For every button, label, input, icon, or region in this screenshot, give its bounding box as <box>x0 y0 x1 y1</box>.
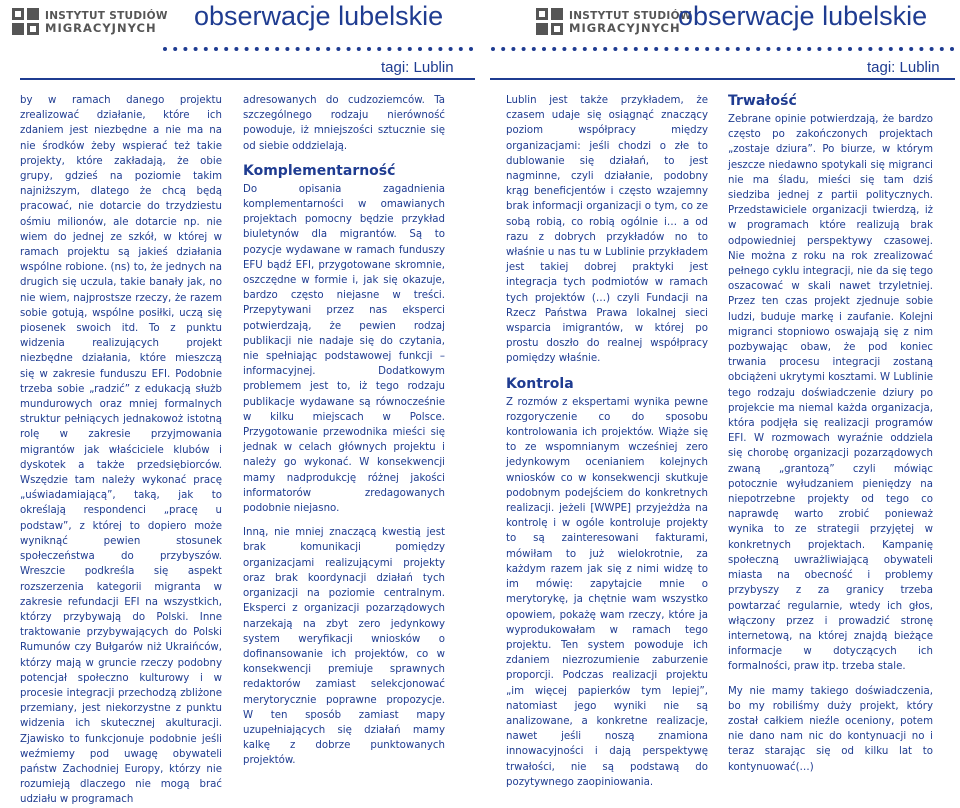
divider-dot <box>245 47 249 51</box>
paragraph: Do opisania zagadnienia komplementarności w omawianych projektach pomocny będzie przykład biuletynów dla migrantów. Są to pozycje wydawane w ramach funduszy EFU bądź EFI, przygotowane skromnie, oszczędne w formie i, jak się okazuje, bardzo często niejasne w treści. Przepytywani przez nas eksperci potwierdzają, że pewien rodzaj publikacji nie nadaje się do czytania, nie spełniając podstawowej funkcji – informacyjnej. Dodatkowym problemem jest to, iż tego rodzaju publikacje wydawane są równocześnie w kilku miejscach w Polsce. Przygotowanie przewodnika mieści się jednak w celach głównych projektu i należy go wykonać. W konsekwencji mamy nadprodukcję różnej jakości informatorów zredagowanych podobnie niejasno. <box>243 183 445 515</box>
divider-dot <box>705 47 709 51</box>
divider-dot <box>265 47 269 51</box>
tags-label: tagi: Lublin <box>867 59 940 76</box>
divider-dot <box>930 47 934 51</box>
tags-label: tagi: Lublin <box>381 59 454 76</box>
divider-dot <box>828 47 832 51</box>
divider-dot <box>726 47 730 51</box>
divider-dot <box>306 47 310 51</box>
right-page-column-2 <box>728 93 933 775</box>
divider-dot <box>889 47 893 51</box>
divider-dot <box>285 47 289 51</box>
divider-dot <box>296 47 300 51</box>
paragraph: Inną, nie mniej znaczącą kwestią jest brak komunikacji pomiędzy organizacjami realizującymi projekty oraz brak koordynacji działań tych organizacji na poziomie centralnym. Eksperci z organizacji pozarządowych narzekają na zbyt zero jedynkowy system weryfikacji wniosków o dofinansowanie ich projektów, co w konsekwencji premiuje sprawnych redaktorów zamiast selekcjonować merytorycznie poprawne propozycje. W ten sposób zamiast mapy uzupełniających się działań mamy kalkę z dobrze punktowanych projektów. <box>243 527 445 767</box>
left-page-column-1 <box>20 93 222 808</box>
divider-dot <box>214 47 218 51</box>
divider-dot <box>194 47 198 51</box>
divider-dot <box>542 47 546 51</box>
divider-dot <box>459 47 463 51</box>
left-page-column-2 <box>243 93 445 769</box>
divider-dot <box>573 47 577 51</box>
masthead-title: obserwacje lubelskie <box>678 1 928 31</box>
divider-dot <box>715 47 719 51</box>
divider-dot <box>838 47 842 51</box>
divider-dot <box>532 47 536 51</box>
divider-dot <box>624 47 628 51</box>
logo-mark-icon <box>12 8 39 35</box>
divider-dot <box>377 47 381 51</box>
logo-line2: MIGRACYJNYCH <box>569 20 681 35</box>
divider-dot <box>746 47 750 51</box>
divider-dot <box>357 47 361 51</box>
divider-dot <box>848 47 852 51</box>
divider-dot <box>367 47 371 51</box>
divider-dot <box>664 47 668 51</box>
divider-dot <box>511 47 515 51</box>
divider-dot <box>428 47 432 51</box>
divider-dot <box>163 47 167 51</box>
divider-dot <box>777 47 781 51</box>
divider-dot <box>940 47 944 51</box>
dotted-divider <box>490 46 955 52</box>
divider-dot <box>879 47 883 51</box>
divider-dot <box>418 47 422 51</box>
dotted-divider <box>162 46 472 52</box>
divider-dot <box>316 47 320 51</box>
section-heading-trwalosc: Trwałość <box>728 93 797 109</box>
divider-dot <box>613 47 617 51</box>
divider-dot <box>522 47 526 51</box>
divider-dot <box>817 47 821 51</box>
divider-dot <box>899 47 903 51</box>
divider-dot <box>593 47 597 51</box>
divider-dot <box>347 47 351 51</box>
logo-mark-icon <box>536 8 563 35</box>
paragraph: adresowanych do cudzoziemców. Ta szczególnego rodzaju nierówność powoduje, iż mniejszości sztucznie się od siebie oddzielają. <box>243 95 445 152</box>
right-page <box>480 0 960 788</box>
divider-dot <box>449 47 453 51</box>
divider-dot <box>583 47 587 51</box>
divider-dot <box>204 47 208 51</box>
section-heading-kontrola: Kontrola <box>506 375 574 392</box>
right-page-column-1 <box>506 93 708 790</box>
divider-dot <box>224 47 228 51</box>
header-rule <box>20 78 475 80</box>
paragraph: Lublin jest także przykładem, że czasem udaje się osiągnąć znaczący poziom współpracy między organizacjami: jeśli chodzi o złe to dublowanie się działań, to jest nagminne, czyli działanie, podobny krąg beneficjentów i często wzajemny brak informacji organizacji o tym, co ze sobą robią, co robią ogólnie i… a od razu z dobrych przykładów no to właśnie u nas tu w Lublinie przykładem jest takiej dobrej praktyki jest integracja tych podmiotów w ramach tych projektów (…) czyli Fundacji na Rzecz Państwa Prawa lokalnej sieci wsparcia imigrantów, w której po prostu doszło do realnej współpracy pomiędzy właśnie. <box>506 95 708 365</box>
divider-dot <box>695 47 699 51</box>
divider-dot <box>275 47 279 51</box>
divider-dot <box>501 47 505 51</box>
divider-dot <box>654 47 658 51</box>
paragraph: by w ramach danego projektu zrealizować działanie, które ich zdaniem jest niezbędne a nie ma na nie środków żeby wspierać też takie projekty, które zakładają, że obie grupy, gdzieś na poziomie takim najniższym, dlatego że chcą będą pracować, nie dotarcie do trzydziestu ośmiu milionów, ale dotarcie np. nie wiem do jednej ze szkół, w której w ramach projektu są jakieś działania wspólne robione. (ns) to, że jednych na drugich się uczula, takie banały jak, no nie wiem, najprostsze rzeczy, że razem sobie gotują, wspólne posiłki, uczą się piosenek swoich itd. To z punktu widzenia realizujących projekt niezbędne działania, które mieszczą się w zakresie funduszu EFI. Podobnie trzeba sobie „radzić” z edukacją służb mundurowych oraz mniej formalnych struktur pełniących jednakowoż istotną rolę w zakresie przyjmowania migrantów jak właściciele klubów i dyskotek a także przedsiębiorców. Wszędzie tam należy wykonać pracę „uświadamiającą”, taką, jak to określają respondenci „pracę u podstaw”, z której to dopiero może wyniknąć pewien stosunek społeczeństwa do przybyszów. Wreszcie podkreśla się aspekt rozszerzenia kategorii migranta w zakresie refundacji EFI na wszystkich, którzy przybywają do Polski. Inne traktowanie przybywających do Polski Rumunów czy Bułgarów niż Ukraińców, którzy mają w gruncie rzeczy podobny potencjał społeczno kulturowy i w procesie integracji przechodzą zbliżone przemiany, jest niekorzystne z punktu widzenia ich skutecznej akulturacji. Zjawisko to funkcjonuje podobnie jeśli weźmiemy pod uwagę obywateli państw Zachodniej Europy, którzy nie rozumieją dlaczego nie mogą brać udziału w programach <box>20 95 222 806</box>
divider-dot <box>255 47 259 51</box>
divider-dot <box>787 47 791 51</box>
paragraph: Z rozmów z ekspertami wynika pewne rozgoryczenie co do sposobu kontrolowania ich projektów. Wiąże się to ze wspomnianym wcześniej zero jedynkowym ocenianiem kolejnych wniosków co w konsekwencji skutkuje podobnym podejściem do konkretnych realizacji. jeżeli [WWPE] przyjeżdża na kontrolę i w ogóle kontroluje projekty to są zainteresowani fakturami, mówiłam to już wielokrotnie, za każdym razem jak się z nimi widzę to im mówię: zapytajcie mnie o merytorykę, ja chętnie wam wszystko opowiem, pokażę wam rzeczy, które ja wyprodukowałam w ramach tego projektu. Ten system powoduje ich zdaniem niezrozumienie zaburzenie proporcji. Podczas realizacji projektu „im więcej papierków tym lepiej”, natomiast jego wyniki nie są analizowane, a konkretne realizacje, nawet jeśli noszą znamiona innowacyjności i dają perspektywę trwałości, nie są podstawą do pozytywnego zaopiniowania. <box>506 396 708 788</box>
divider-dot <box>858 47 862 51</box>
left-page <box>0 0 480 806</box>
divider-dot <box>438 47 442 51</box>
divider-dot <box>326 47 330 51</box>
divider-dot <box>336 47 340 51</box>
divider-dot <box>797 47 801 51</box>
divider-dot <box>909 47 913 51</box>
divider-dot <box>562 47 566 51</box>
divider-dot <box>183 47 187 51</box>
divider-dot <box>675 47 679 51</box>
divider-dot <box>552 47 556 51</box>
divider-dot <box>736 47 740 51</box>
logo-line2: MIGRACYJNYCH <box>45 20 157 35</box>
divider-dot <box>807 47 811 51</box>
institute-logo <box>536 8 692 35</box>
divider-dot <box>919 47 923 51</box>
divider-dot <box>603 47 607 51</box>
divider-dot <box>644 47 648 51</box>
divider-dot <box>387 47 391 51</box>
divider-dot <box>868 47 872 51</box>
divider-dot <box>173 47 177 51</box>
divider-dot <box>685 47 689 51</box>
divider-dot <box>634 47 638 51</box>
logo-line1: INSTYTUT STUDIÓW <box>45 9 168 22</box>
divider-dot <box>469 47 473 51</box>
divider-dot <box>756 47 760 51</box>
divider-dot <box>766 47 770 51</box>
paragraph: My nie mamy takiego doświadczenia, bo my robiliśmy duży projekt, który został całkiem nieźle oceniony, potem nie dano nam nic do kontynuacji no i teraz starając się od kilku lat to kontynuować(…) <box>728 685 933 773</box>
header-rule <box>490 78 955 80</box>
divider-dot <box>398 47 402 51</box>
divider-dot <box>491 47 495 51</box>
masthead-title: obserwacje lubelskie <box>194 1 444 31</box>
divider-dot <box>234 47 238 51</box>
divider-dot <box>408 47 412 51</box>
paragraph: Zebrane opinie potwierdzają, że bardzo często po zakończonych projektach „zostaje dziura”. Po biurze, w którym jeszcze niedawno spotykali się migranci nie ma śladu, mieści się tam dziś siedziba jednej z partii politycznych. Przedstawiciele organizacji twierdzą, iż w programach które realizują brak odpowiedniej perspektywy czasowej. Nie można z roku na rok zrealizować pełnego cyklu integracji, nie da się tego oszacować w skali nawet trzyletniej. Przez ten czas projekt zjednuje sobie ludzi, buduje markę i zaufanie. Kolejni migranci stopniowo oswajają się z nim pozbywając obaw, że pod koniec trwania procesu integracji zostaną obciążeni ukrytymi kosztami. W Lublinie tego rodzaju doświadczenie dziury po projekcie ma niemal każda organizacja, która podjęła się realizacji programów EFI. W rozmowach wyraźnie oddziela się chorobę organizacji pozarządowych zwaną „grantozą” czyli mówiąc potocznie wyłudzaniem pieniędzy na niepotrzebne projekty od tego co naprawdę warto zrobić ponieważ wynika to ze strategii przyjętej w konkretnych projektach. Kampanię społeczną uwrażliwiającą obywateli miasta na obecność i problemy przybyszy z za granicy trzeba powtarzać regularnie, wtedy ich głos, włączony przez i prowadzić stronę internetową, na której znajdą bieżące informacje w dotyczących ich formalności, praw itp. trzeba stale. <box>728 114 933 673</box>
institute-logo <box>12 8 168 35</box>
divider-dot <box>950 47 954 51</box>
logo-line1: INSTYTUT STUDIÓW <box>569 9 692 22</box>
section-heading-komplementarnosc: Komplementarność <box>243 162 396 179</box>
